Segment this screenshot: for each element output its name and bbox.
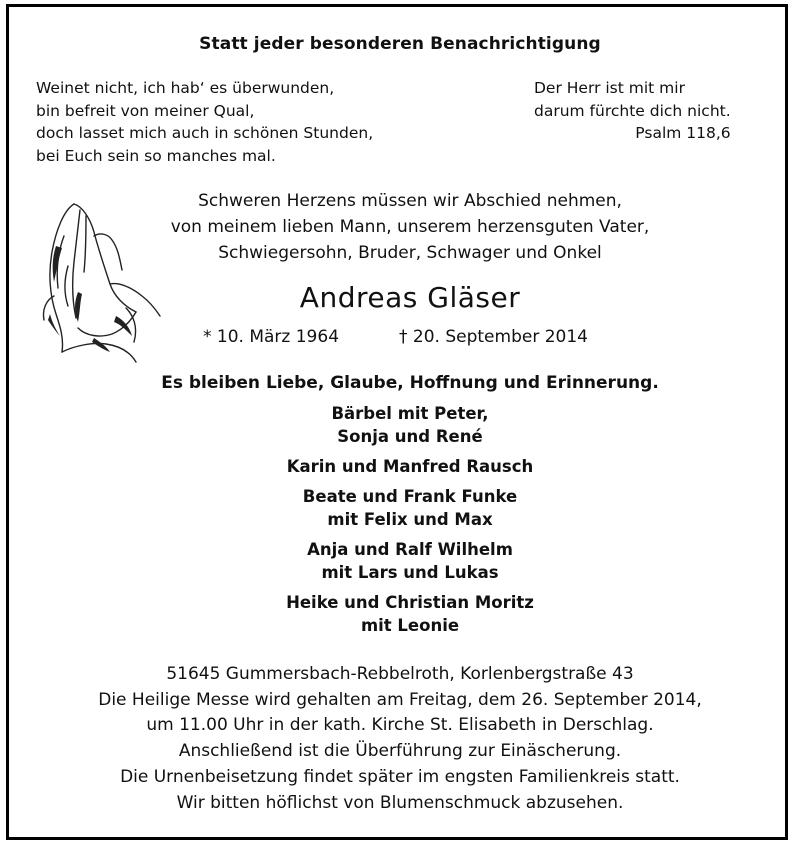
mourner-line: Heike und Christian Moritz <box>286 593 534 612</box>
intro-line: von meinem lieben Mann, unserem herzensguten Vater, <box>170 217 650 237</box>
mourner-line: Bärbel mit Peter, <box>331 404 489 423</box>
footer-line: Wir bitten höflichst von Blumenschmuck abzusehen. <box>176 792 624 813</box>
footer-line: Die Urnenbeisetzung findet später im engsten Familienkreis statt. <box>120 766 680 787</box>
intro-line: Schweren Herzens müssen wir Abschied nehmen, <box>198 191 622 211</box>
intro-line: Schwiegersohn, Bruder, Schwager und Onkel <box>218 243 602 263</box>
mourner-line: Beate und Frank Funke <box>302 487 518 506</box>
mourner-group <box>120 402 700 448</box>
deceased-name: Andreas Gläser <box>299 281 521 314</box>
mourners-list <box>120 402 700 644</box>
poem-left-line: doch lasset mich auch in schönen Stunden, <box>36 124 374 142</box>
poem-right-line: darum fürchte dich nicht. <box>534 101 731 120</box>
poem-right <box>534 77 731 145</box>
poem-left-line: bin befreit von meiner Qual, <box>36 101 255 120</box>
footer-line: Die Heilige Messe wird gehalten am Freitag, dem 26. September 2014, <box>98 689 702 710</box>
intro-text <box>120 188 700 266</box>
mourner-group <box>120 538 700 584</box>
motto: Es bleiben Liebe, Glaube, Hoffnung und Erinnerung. <box>161 373 659 393</box>
address-line: 51645 Gummersbach-Rebbelroth, Korlenbergstraße 43 <box>166 664 634 684</box>
mourner-line: mit Leonie <box>360 616 460 635</box>
mourner-group <box>120 591 700 637</box>
mourner-line: mit Felix und Max <box>327 510 493 529</box>
poem-left <box>36 77 373 167</box>
mourner-line: Karin und Manfred Rausch <box>286 457 534 476</box>
notice-header: Statt jeder besonderen Benachrichtigung <box>199 34 601 54</box>
poem-left-line: Weinet nicht, ich hab‘ es überwunden, <box>36 79 335 97</box>
poem-right-line: Der Herr ist mit mir <box>534 79 685 97</box>
mourner-group <box>120 485 700 531</box>
footer-line: um 11.00 Uhr in der kath. Kirche St. Elisabeth in Derschlag. <box>146 715 654 736</box>
mourner-line: Anja und Ralf Wilhelm <box>307 540 513 559</box>
footer-info <box>0 662 800 816</box>
mourner-group <box>120 455 700 478</box>
mourner-line: Sonja und René <box>337 427 483 446</box>
psalm-reference: Psalm 118,6 <box>635 124 731 142</box>
birth-date: * 10. März 1964 <box>203 327 340 347</box>
footer-line: Anschließend ist die Überführung zur Einäscherung. <box>178 741 622 762</box>
mourner-line: mit Lars und Lukas <box>321 563 499 582</box>
poem-left-line: bei Euch sein so manches mal. <box>36 146 276 165</box>
death-date: † 20. September 2014 <box>399 327 588 347</box>
